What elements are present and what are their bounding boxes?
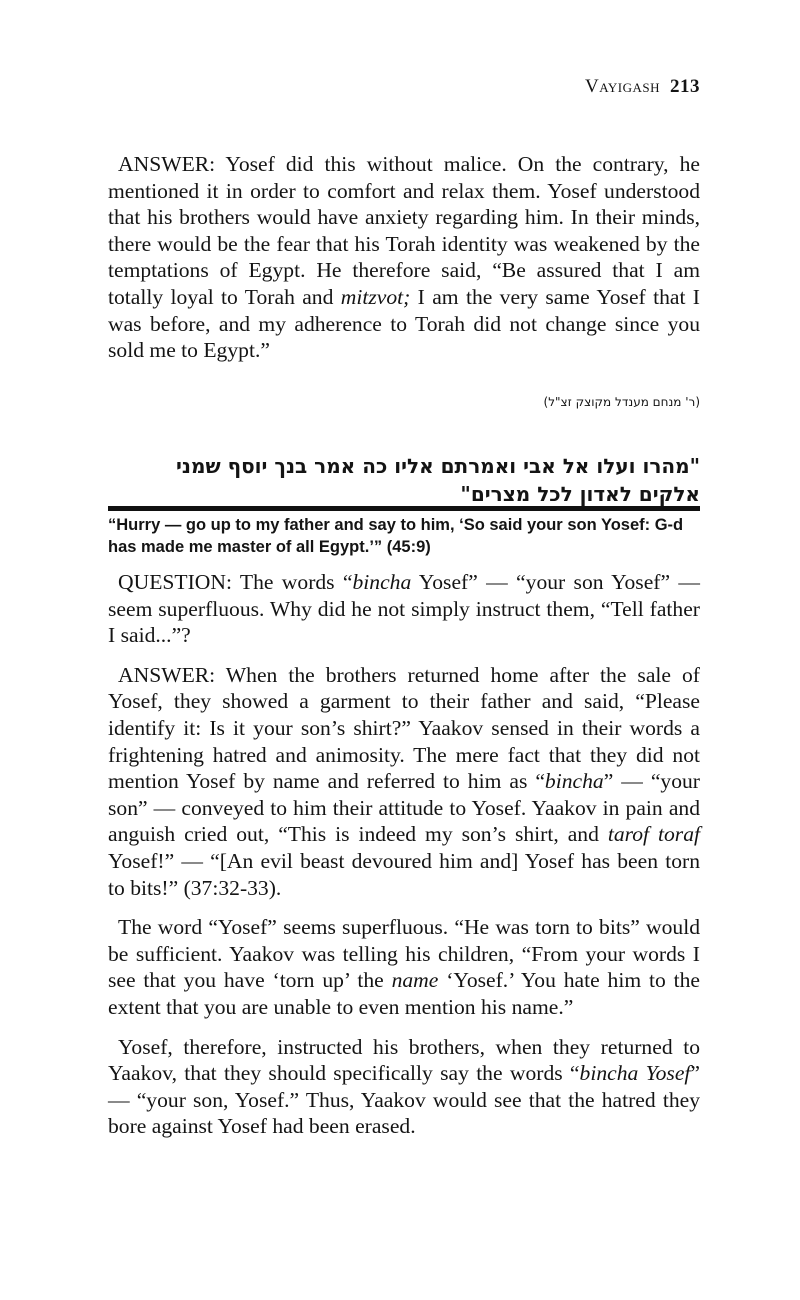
answer-label: ANSWER: [118,152,216,176]
page-number: 213 [670,76,700,97]
question-paragraph [108,569,700,649]
question-text-2: Yosef” — “your son Yosef” — seem superfluous. Why did he not simply instruct them, “Tell father I said...”? [108,570,700,648]
running-header [585,76,700,98]
answer2-text-1: ANSWER: When the brothers returned home after the sale of Yosef, they showed a garment to their father and said, “Please identify it: Is it your son’s shirt?” Yaakov sensed in their words a frightening hatred and animosity. The mere fact that they did not mention Yosef by name and referred to him as “ [108,662,700,794]
header-title: Vayigash [584,76,660,97]
para3-text-1: The word “Yosef” seems superfluous. “He was torn to bits” would be sufficient. Yaakov was telling his children, “From your words I see that you have ‘torn up’ the [108,915,700,993]
discussion-section [108,569,700,1140]
paragraph-3 [108,914,700,1020]
source-citation: (ר' מנחם מענדל מקוצק זצ"ל) [543,395,700,409]
answer-text-2: I am the very same Yosef that I was before, and my adherence to Torah did not change since you sold me to Egypt.” [108,284,700,363]
para3-italic-1: name [391,968,439,993]
answer-italic-1: mitzvot; [340,284,411,309]
para4-text-1: Yosef, therefore, instructed his brothers, when they returned to Yaakov, that they should specifically say the words “ [108,1034,700,1086]
question-italic-1: bincha [352,570,412,594]
para3-text-2: ‘Yosef.’ You hate him to the extent that you are unable to even mention his name.” [108,968,700,1019]
answer2-italic-1: bincha [544,769,604,794]
answer2-text-2: ” — “your son” — conveyed to him their attitude to Yosef. Yaakov in pain and anguish cried out, “This is indeed my son’s shirt, and [108,769,700,847]
para4-italic-1: bincha Yosef [579,1061,691,1086]
hebrew-verse: "מהרו ועלו אל אבי ואמרתם אליו כה אמר בנך יוסף שמני אלקים לאדון לכל מצרים" [176,454,700,506]
answer-paragraph-1 [108,151,700,364]
verse-translation: “Hurry — go up to my father and say to him, ‘So said your son Yosef: G-d has made me master of all Egypt.’” (45:9) [108,516,684,556]
answer-paragraph-2 [108,662,700,901]
answer-section-1 [108,151,700,364]
answer2-italic-2: tarof toraf [607,822,700,847]
para4-text-2: ” — “your son, Yosef.” Thus, Yaakov would see that the hatred they bore against Yosef had been erased. [108,1061,700,1139]
answer-text-1: Yosef did this without malice. On the contrary, he mentioned it in order to comfort and relax them. Yosef understood that his brothers would have anxiety regarding him. In their minds, there would be the fear that his Torah identity was weakened by the temptations of Egypt. He therefore said, “Be assured that I am totally loyal to Torah and [108,152,700,309]
page [108,0,700,1300]
divider-rule [108,506,700,511]
paragraph-4 [108,1034,700,1140]
answer2-text-3: Yosef!” — “[An evil beast devoured him and] Yosef has been torn to bits!” (37:32-33). [108,848,700,900]
question-text-1: QUESTION: The words “ [118,570,353,594]
